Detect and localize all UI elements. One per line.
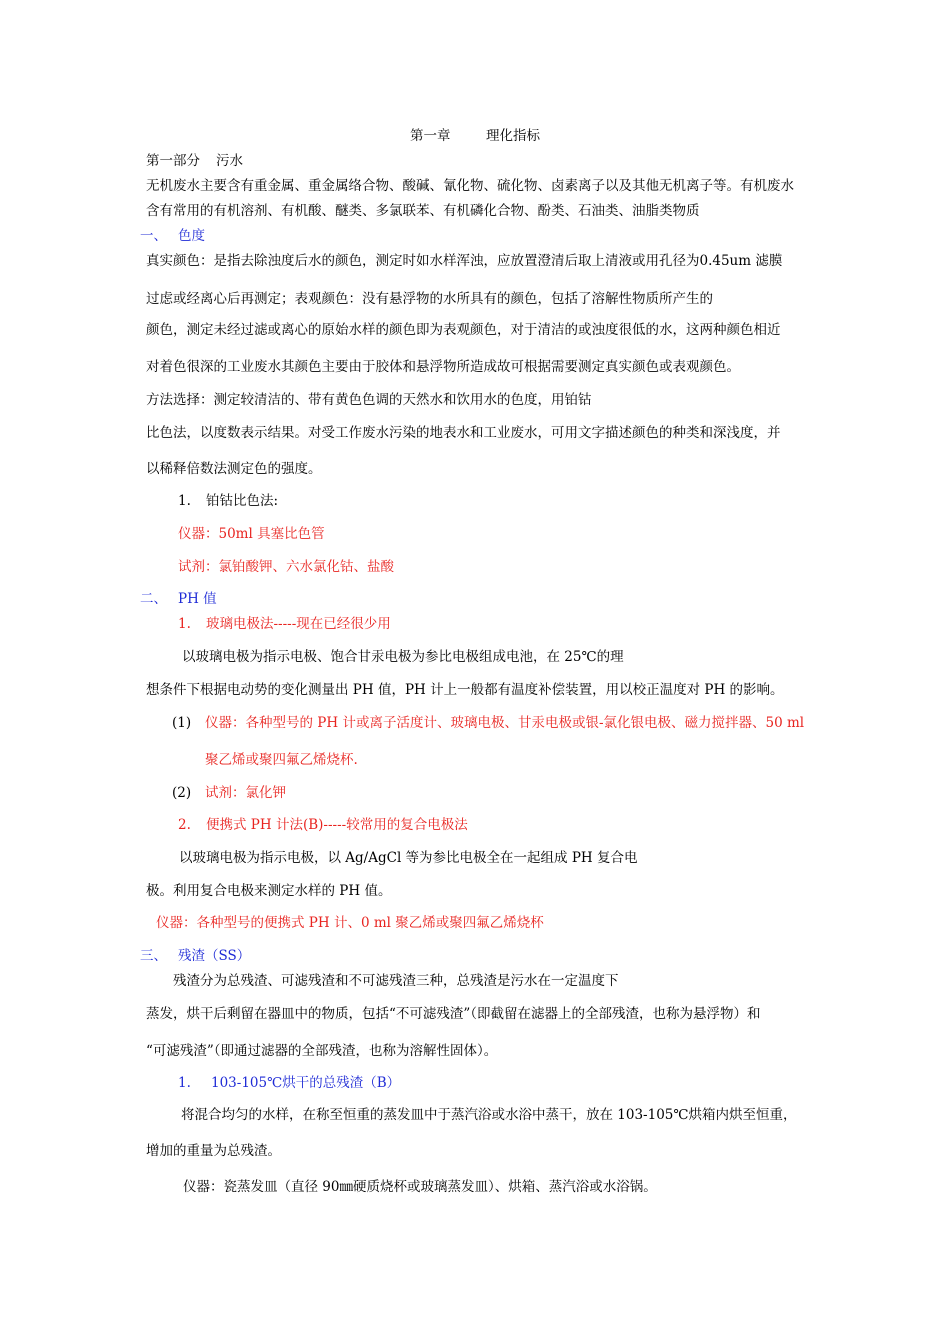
paragraph-line: “可滤残渣”（即通过滤器的全部残渣，也称为溶解性固体）。 xyxy=(146,1043,498,1059)
paragraph-line: 颜色，测定未经过滤或离心的原始水样的颜色即为表观颜色，对于清洁的或浊度很低的水，这两种颜色相近 xyxy=(146,322,781,338)
paragraph-line: 过虑或经离心后再测定；表观颜色：没有悬浮物的水所具有的颜色，包括了溶解性物质所产生的 xyxy=(146,291,713,307)
part-number: 第一部分 xyxy=(146,153,200,169)
item-number: (2) xyxy=(172,785,192,801)
section-number: 一、 xyxy=(140,228,167,244)
section-heading-residue: 残渣（SS） xyxy=(178,948,251,964)
reagent-text: 试剂：氯铂酸钾、六水氯化钴、盐酸 xyxy=(178,559,394,575)
method-title: 103-105℃烘干的总残渣（B） xyxy=(211,1075,401,1091)
paragraph-line: 蒸发，烘干后剩留在器皿中的物质，包括“不可滤残渣”（即截留在滤器上的全部残渣，也称为悬浮物）和 xyxy=(146,1006,761,1022)
intro-line: 含有常用的有机溶剂、有机酸、醚类、多氯联苯、有机磷化合物、酚类、石油类、油脂类物质 xyxy=(146,203,700,219)
paragraph-line: 以玻璃电极为指示电极，以 Ag/AgCl 等为参比电极全在一起组成 PH 复合电 xyxy=(179,850,638,866)
instrument-text: 仪器：50ml 具塞比色管 xyxy=(178,526,325,542)
method-title: 铂钴比色法: xyxy=(206,493,279,509)
paragraph-line: 比色法，以度数表示结果。对受工作废水污染的地表水和工业废水，可用文字描述颜色的种类和深浅度，并 xyxy=(146,425,781,441)
section-heading-color: 色度 xyxy=(178,228,205,244)
paragraph-line: 以稀释倍数法测定色的强度。 xyxy=(146,461,322,477)
section-heading-ph: PH 值 xyxy=(178,591,217,607)
paragraph-line: 残渣分为总残渣、可滤残渣和不可滤残渣三种，总残渣是污水在一定温度下 xyxy=(173,973,619,989)
chapter-title: 理化指标 xyxy=(486,128,540,144)
item-number: (1) xyxy=(172,715,192,731)
instrument-text: 仪器：各种型号的 PH 计或离子活度计、玻璃电极、甘汞电极或银-氯化银电极、磁力搅拌器、50 ml xyxy=(205,715,805,731)
paragraph-line: 将混合均匀的水样，在称至恒重的蒸发皿中于蒸汽浴或水浴中蒸干，放在 103-105℃烘箱内烘至恒重， xyxy=(181,1107,797,1123)
paragraph-line: 对着色很深的工业废水其颜色主要由于胶体和悬浮物所造成故可根据需要测定真实颜色或表观颜色。 xyxy=(146,359,740,375)
paragraph-line: 方法选择：测定较清洁的、带有黄色色调的天然水和饮用水的色度，用铂钴 xyxy=(146,392,592,408)
method-title: 玻璃电极法-----现在已经很少用 xyxy=(206,616,391,632)
section-number: 二、 xyxy=(140,591,167,607)
part-title: 污水 xyxy=(216,153,243,169)
method-number: 1. xyxy=(178,493,191,509)
instrument-text: 仪器：各种型号的便携式 PH 计、0 ml 聚乙烯或聚四氟乙烯烧杯 xyxy=(156,915,544,931)
paragraph-line: 真实颜色：是指去除浊度后水的颜色，测定时如水样浑浊，应放置澄清后取上清液或用孔径为0.45um 滤膜 xyxy=(146,253,783,269)
paragraph-line: 增加的重量为总残渣。 xyxy=(146,1143,281,1159)
chapter-number: 第一章 xyxy=(410,128,451,144)
method-number: 1. xyxy=(178,616,191,632)
section-number: 三、 xyxy=(140,948,167,964)
instrument-text: 聚乙烯或聚四氟乙烯烧杯. xyxy=(205,752,358,768)
method-number: 1. xyxy=(178,1075,191,1091)
method-title: 便携式 PH 计法(B)-----较常用的复合电极法 xyxy=(206,817,468,833)
method-number: 2. xyxy=(178,817,191,833)
instrument-text: 仪器：瓷蒸发皿（直径 90㎜硬质烧杯或玻璃蒸发皿）、烘箱、蒸汽浴或水浴锅。 xyxy=(183,1179,657,1195)
paragraph-line: 以玻璃电极为指示电极、饱合甘汞电极为参比电极组成电池，在 25℃的理 xyxy=(182,649,624,665)
paragraph-line: 极。利用复合电极来测定水样的 PH 值。 xyxy=(146,883,392,899)
reagent-text: 试剂：氯化钾 xyxy=(205,785,286,801)
paragraph-line: 想条件下根据电动势的变化测量出 PH 值，PH 计上一般都有温度补偿装置，用以校正温度对 PH 的影响。 xyxy=(146,682,784,698)
intro-line: 无机废水主要含有重金属、重金属络合物、酸碱、氰化物、硫化物、卤素离子以及其他无机离子等。有机废水 xyxy=(146,178,794,194)
